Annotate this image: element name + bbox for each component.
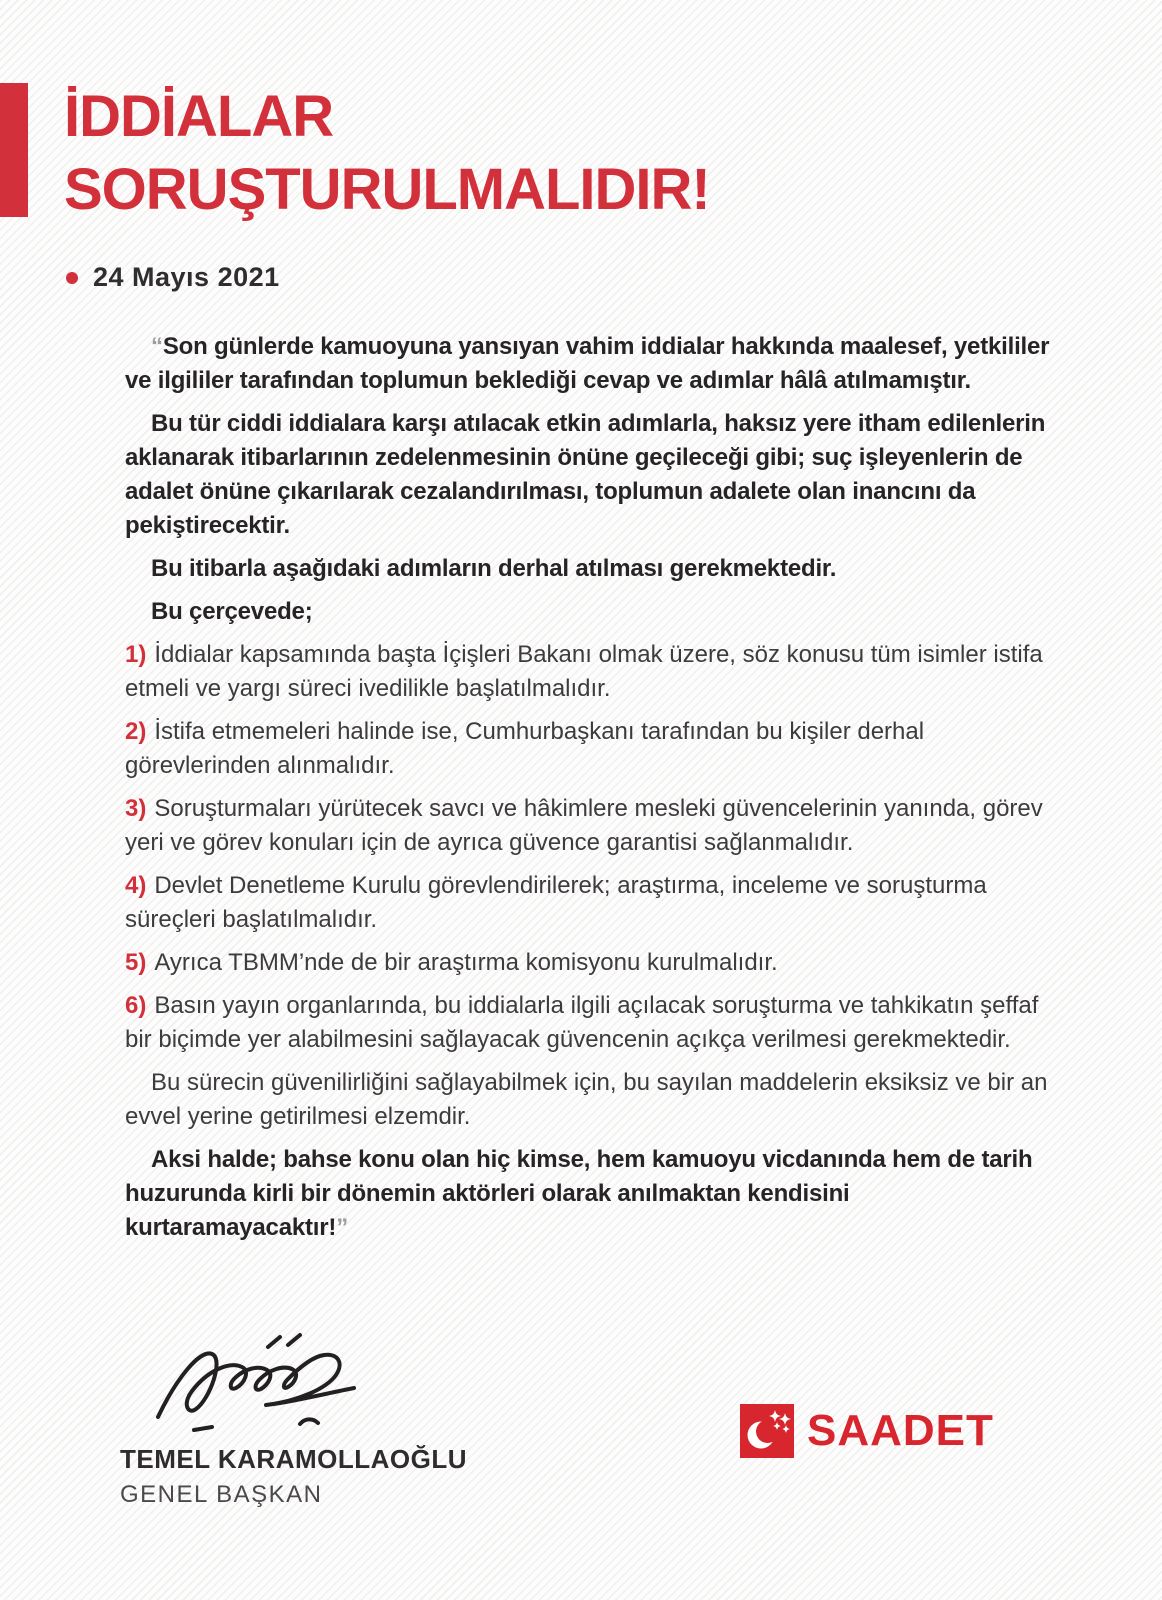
paragraph-text: Aksi halde; bahse konu olan hiç kimse, hem kamuoyu vicdanında hem de tarih huzurunda kirli bir dönemin aktörleri olarak anılmaktan kendisini kurtaramayacaktır! [125,1146,1033,1241]
numbered-item [125,638,1065,706]
paragraph-text: İddialar kapsamında başta İçişleri Bakanı olmak üzere, söz konusu tüm isimler istifa etmeli ve yargı süreci ivedilikle başlatılmalıdır. [125,641,1043,702]
open-quote-mark: “ [151,333,163,360]
numbered-item [125,946,1065,980]
paragraph [125,330,1065,398]
signature-image [148,1325,378,1440]
paragraph-text: Ayrıca TBMM’nde de bir araştırma komisyonu kurulmalıdır. [154,949,778,976]
numbered-item [125,869,1065,937]
paragraph-text: Bu itibarla aşağıdaki adımların derhal atılması gerekmektedir. [151,555,837,582]
item-number: 4) [125,872,147,899]
date-row [66,262,280,293]
signatory-title: GENEL BAŞKAN [120,1481,323,1508]
item-number: 3) [125,795,147,822]
item-number: 5) [125,949,147,976]
paragraph-text: Son günlerde kamuoyuna yansıyan vahim iddialar hakkında maalesef, yetkililer ve ilgililer tarafından toplumun beklediği cevap ve adımlar hâlâ atılmamıştır. [125,333,1050,394]
paragraph-text: Bu çerçevede; [151,598,313,625]
item-number: 6) [125,992,147,1019]
paragraph-text: Devlet Denetleme Kurulu görevlendirilerek; araştırma, inceleme ve soruşturma süreçleri başlatılmalıdır. [125,872,987,933]
paragraph-text: Bu sürecin güvenilirliğini sağlayabilmek için, bu sayılan maddelerin eksiksiz ve bir an evvel yerine getirilmesi elzemdir. [125,1069,1048,1130]
numbered-item [125,792,1065,860]
saadet-logo-text: SAADET [807,1406,994,1455]
item-number: 1) [125,641,147,668]
paragraph [125,1143,1065,1245]
item-number: 2) [125,718,147,745]
close-quote-mark: ” [336,1214,349,1241]
paragraph-text: Basın yayın organlarında, bu iddialarla ilgili açılacak soruşturma ve tahkikatın şeffaf bir biçimde yer alabilmesini sağlayacak güvencenin açıkça verilmesi gerekmektedir. [125,992,1039,1053]
signatory-name: TEMEL KARAMOLLAOĞLU [120,1444,467,1474]
paragraph [125,407,1065,543]
paragraph-text: Soruşturmaları yürütecek savcı ve hâkimlere mesleki güvencelerinin yanında, görev yeri ve görev konuları için de ayrıca güvence garantisi sağlanmalıdır. [125,795,1043,856]
title-accent-bar [0,83,28,217]
page-title-line2: SORUŞTURULMALIDIR! [64,157,710,222]
page-title [64,80,710,226]
numbered-item [125,989,1065,1057]
date-bullet-icon [66,272,78,284]
paragraph [125,595,1065,629]
saadet-logo [740,1404,994,1458]
date-text: 24 Mayıs 2021 [93,262,280,292]
page-title-line1: İDDİALAR [64,84,334,149]
paragraph-text: Bu tür ciddi iddialara karşı atılacak etkin adımlarla, haksız yere itham edilenlerin aklanarak itibarlarının zedelenmesinin önüne geçileceği gibi; suç işleyenlerin de adalet önüne çıkarılarak cezalandırılması, toplumun adalete olan inancını da pekiştirecektir. [125,410,1046,539]
paragraph [125,1066,1065,1134]
signature-block [120,1325,467,1509]
statement-body [125,330,1065,1254]
paragraph [125,552,1065,586]
numbered-item [125,715,1065,783]
saadet-crescent-stars-icon [740,1404,794,1458]
paragraph-text: İstifa etmemeleri halinde ise, Cumhurbaşkanı tarafından bu kişiler derhal görevlerinden alınmalıdır. [125,718,925,779]
